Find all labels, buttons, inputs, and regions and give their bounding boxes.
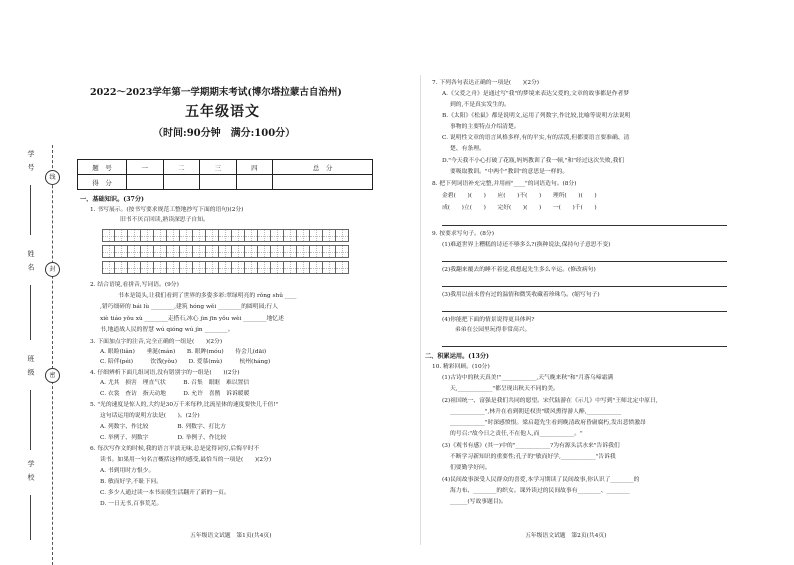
q1-copy-grid-row2[interactable] — [102, 245, 349, 258]
q5-options-cd[interactable]: C. 举例子、列数字 D. 举例子、作比较 — [100, 435, 227, 441]
q3-prompt: 3. 下面加点字的注音,完全正确的一组是( )(2分) — [90, 339, 223, 345]
student-number-line[interactable] — [30, 185, 31, 235]
score-input-cell[interactable] — [273, 175, 373, 190]
q5-options-ab[interactable]: A. 列数字、作比较 B. 列数字、打比方 — [100, 424, 226, 430]
q2-prompt: 2. 结合语境,看拼音,写词语。(9分) — [90, 282, 179, 288]
q8-answer-line[interactable] — [442, 225, 727, 226]
section-1-heading: 一、基础知识。(37分) — [80, 196, 144, 203]
q8-prompt: 8. 把下列词语补充完整,并用画"____"的词语造句。(8分) — [432, 181, 577, 187]
class-line[interactable] — [30, 390, 31, 450]
q7-option-c-2: 楚、有条理。 — [450, 146, 485, 152]
q10-1-line-b[interactable]: 天,____________"都呈现出秋天不同的美。 — [450, 386, 559, 392]
q5-prompt: 5. "光的速度是惊人的,大约是30万千米每秒,比流星体的速度要快儿千倍!" — [90, 402, 279, 408]
q10-4-line-a[interactable]: (4)民间故事深受人民群众的喜爱,本学习期读了民间故事,你认识了________的 — [442, 477, 640, 483]
student-number-label: 学 号 — [27, 150, 35, 173]
page-1-footer: 五年级语文试题 第1页(共4页) — [190, 533, 272, 539]
score-table-score-row — [78, 175, 373, 190]
page-divider — [420, 75, 421, 545]
subject-title: 五年级语文 — [185, 104, 260, 120]
q2-line-3: xiè tiáo yǒu xù ________走搭石,冰心 jìn jīn yǒu wèi ________地忆述 — [100, 316, 284, 322]
q3-options-ab[interactable]: A. 眼睑(liǎn) 垂涎(mán) B. 眼眸(móu) 侍会儿(dāi) — [100, 349, 267, 355]
binding-dashed-line — [52, 145, 53, 565]
q6-option-a[interactable]: A. 书到用时方恨少。 — [100, 468, 155, 474]
binding-mark-feng: 封 — [45, 262, 60, 277]
q4-options-cd[interactable]: C. 衣裳 查访 指天动地 D. 允许 喜鹊 诉诉暖暖 — [100, 391, 250, 397]
school-label: 学 校 — [27, 460, 35, 483]
binding-mark-xian: 线 — [45, 170, 60, 185]
q10-2-line-a: (2)祖国统一、富强是我们共同的愿望。宋代陆游在《示儿》中写到"王师北定中原日, — [442, 398, 658, 404]
q8-idioms-row-2[interactable]: 成( )立( ) 完好( )( ) 一( )千( ) — [442, 205, 597, 211]
q7-option-a-1[interactable]: A.《父爱之舟》是通过写"我"的梦境来表达父爱的,文章的故事都是作者梦 — [442, 91, 630, 97]
time-score: （时间:90分钟 满分:100分） — [153, 128, 296, 139]
q5-prompt-cont: 这句话运用的说明方法是( )。(2分) — [100, 413, 200, 419]
q6-prompt: 6. 每次写作文的时候,我的语言平淡无味,总是觉得词穷,后悔平时不 — [90, 446, 260, 452]
student-name-line[interactable] — [30, 285, 31, 340]
score-cell: 一 — [127, 160, 164, 175]
q9-item-2: (2)我翻来覆去的睡不着觉,我想起先生多么辛运。(修改病句) — [442, 267, 596, 273]
q1-sentence: 旧书不厌百回读,熟读深思子自知。 — [120, 217, 209, 223]
q1-copy-grid-row1[interactable] — [102, 229, 349, 242]
q9-2-answer-line[interactable] — [442, 286, 727, 287]
q10-3-line-b[interactable]: 不断学习新知识的重要性;孔子的"敏而好学,____________"告诉我 — [450, 454, 616, 460]
q2-line-4: 书,地道战人民的智慧 wú qióng wú jìn ________。 — [100, 327, 234, 333]
q9-item-4: (4)你能把下面的情景说得更具体吗? — [442, 317, 535, 323]
section-2-heading: 二、积累运用。(13分) — [425, 353, 489, 360]
q7-option-b-1[interactable]: B.《太阳》《松鼠》都是说明文,运用了列数字,作比较,比喻等说明方法说明 — [442, 113, 631, 119]
score-table-header-row — [78, 160, 373, 175]
q10-4-line-b[interactable]: 海力布、________的织女。课外读过的民间故事有________、________ — [450, 488, 630, 494]
q7-option-b-2: 事物的主要特点介绍清楚。 — [450, 124, 520, 130]
q7-option-a-2: 到的,不是真实发生的。 — [450, 102, 510, 108]
score-table — [77, 159, 373, 190]
q9-4-answer-line[interactable] — [442, 346, 727, 347]
q6-option-c[interactable]: C. 多少人通过读一本书而使生活翻开了新的一页。 — [100, 490, 230, 496]
q2-line-2: ,错巧细碎的 bái lù ________,建筑 hóng wěi ________的圆明园;行人 — [100, 304, 278, 310]
student-name-label: 姓 名 — [27, 250, 35, 273]
score-input-cell[interactable] — [200, 175, 237, 190]
q7-option-d-1[interactable]: D."今天我不小心打破了花瓶,妈妈教训了我一顿,"和"经过这次失败,我们 — [442, 158, 625, 164]
q10-4-line-c[interactable]: ______(写故事题目)。 — [450, 499, 507, 505]
score-input-cell[interactable] — [163, 175, 200, 190]
q7-option-d-2: 要吸取教训。"中两个"教训"的意思是一样的。 — [450, 169, 569, 175]
q10-2-line-c[interactable]: ____________"时深感愤恨。梁启超先生看到晚清政府昏庸腐朽,发出悲愤激昂 — [450, 420, 646, 426]
binding-mark-mi: 密 — [45, 368, 60, 383]
q8-idioms-row-1[interactable]: 金碧( )( ) 应( )不( ) 理所( )( ) — [442, 193, 597, 199]
q9-3-answer-line[interactable] — [442, 311, 727, 312]
q2-line-1: 书本是镜头,让我们看到了世界的多姿多彩:翠绿明亮的 rǒng shǔ ____ — [118, 293, 297, 299]
score-cell: 二 — [163, 160, 200, 175]
q10-3-line-c: 们要勤学好问。 — [450, 465, 491, 471]
score-cell: 题 号 — [78, 160, 127, 175]
exam-title: 2022～2023学年第一学期期末考试(博尔塔拉蒙古自治州) — [90, 87, 342, 98]
q1-prompt: 1. 书写展示。(按书写要求规范工整地抄写下面的语句)(2分) — [90, 207, 244, 213]
q4-options-ab[interactable]: A. 尤其 损害 理直气状 B. 召集 眼眶 难以置信 — [100, 380, 250, 386]
q9-item-1: (1)难道世界上糟糕的诗还不够多么?(换种说法,保持句子意思不变) — [442, 242, 611, 248]
score-cell: 三 — [200, 160, 237, 175]
q6-prompt-cont: 读书。如果用一句名言概括这样的感受,最恰当的一项是( )(2分) — [100, 457, 272, 463]
q9-item-4-sentence: 弟弟在公园里玩得非常高兴。 — [455, 327, 531, 333]
q7-option-c-1[interactable]: C. 说明性文章的语言风格多样,有的平实,有的活泼,但都要语言要准确、清 — [442, 135, 630, 141]
score-input-cell[interactable] — [127, 175, 164, 190]
q10-3-line-a[interactable]: (3)《观书有感》(其一)中的"____________?为有源头活水来"告诉我们 — [442, 443, 620, 449]
q9-item-3: (3)我用以前未曾有过的温情和微笑收藏着珍珠鸟。(缩写句子) — [442, 292, 600, 298]
q3-options-cd[interactable]: C. 陪伴(péi) 饮饯(yǒu) D. 爱慕(mù) 杭州(háng) — [100, 359, 271, 365]
school-line[interactable] — [30, 495, 31, 540]
score-cell: 四 — [236, 160, 273, 175]
q10-2-line-b[interactable]: ____________",林升在看到朝廷权贵"暖风熏得游人醉,____________ — [450, 409, 622, 415]
q4-prompt: 4. 仔细辨析下面几组词语,没有错别字的一组是( )(2分) — [90, 370, 240, 376]
q10-1-line-a[interactable]: (1)古诗中的秋天真美!"____________,天气晚来秋"和"月落乌啼霜满 — [442, 375, 614, 381]
class-label: 班 级 — [27, 355, 35, 378]
q9-prompt: 9. 按要求写句子。(8分) — [432, 231, 494, 237]
score-cell: 得 分 — [78, 175, 127, 190]
score-input-cell[interactable] — [236, 175, 273, 190]
q1-copy-grid-row3[interactable] — [102, 261, 349, 274]
q9-1-answer-line[interactable] — [442, 261, 727, 262]
q10-prompt: 10. 精彩回顾。(10分) — [432, 364, 490, 370]
q10-2-line-d[interactable]: 的号召:"故今日之责任,不在他人,而____________。" — [450, 431, 583, 437]
page-2-footer: 五年级语文试题 第2页(共4页) — [525, 533, 607, 539]
q6-option-b[interactable]: B. 敏而好学,不耻下问。 — [100, 479, 162, 485]
score-cell: 总 分 — [273, 160, 373, 175]
q7-prompt: 7. 下列各句表达正确的一项是( )(2分) — [432, 80, 540, 86]
q6-option-d[interactable]: D. 一日无书,百事荒芜。 — [100, 501, 163, 507]
